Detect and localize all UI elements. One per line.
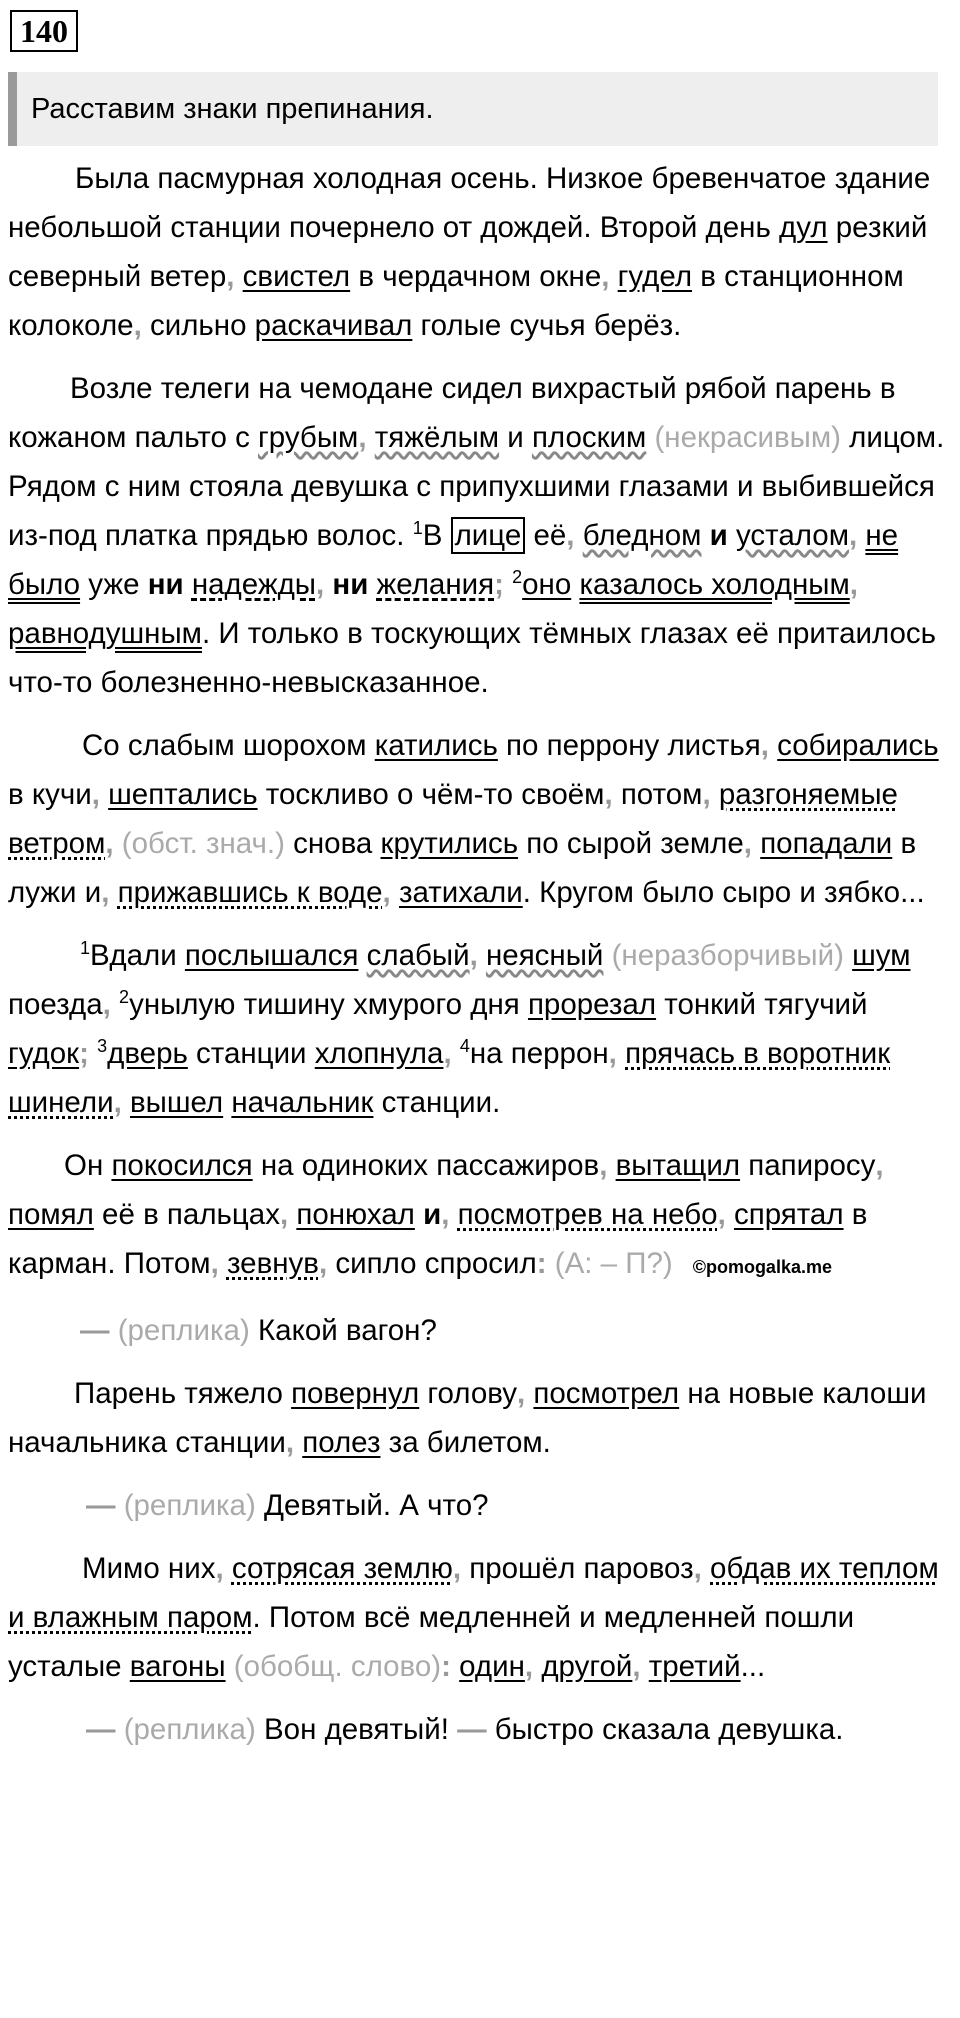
- dash: —: [80, 1314, 110, 1347]
- predicate: крутились: [380, 827, 519, 860]
- text: [702, 1552, 710, 1585]
- subject: шум: [852, 939, 911, 972]
- dash: —: [86, 1713, 116, 1746]
- punct-mark: ,: [632, 1650, 641, 1683]
- punct-mark: ,: [226, 260, 235, 293]
- text-body: [8, 154, 950, 1754]
- punct-mark: ,: [105, 827, 114, 860]
- predicate: свистел: [242, 260, 351, 293]
- text: [478, 939, 486, 972]
- text: [844, 939, 852, 972]
- text: голову: [419, 1377, 518, 1410]
- text: [122, 1086, 130, 1119]
- subject: другой: [541, 1650, 633, 1683]
- paragraph-4: [8, 931, 950, 1127]
- text: на одиноких пассажиров: [252, 1149, 600, 1182]
- text: резкий северный ветер: [8, 211, 928, 293]
- watermark: ©pomogalka.me: [692, 1257, 832, 1277]
- punct-mark: ,: [566, 519, 575, 552]
- text: сипло спросил: [327, 1247, 537, 1280]
- punct-mark: ,: [693, 1552, 702, 1585]
- text: [415, 1198, 423, 1231]
- text: папиросу: [740, 1149, 876, 1182]
- text: тоскливо о чём-то своём: [257, 778, 605, 811]
- punct-mark: ,: [91, 778, 100, 811]
- subject: гудок: [8, 1037, 80, 1070]
- punct-mark: ,: [315, 568, 325, 601]
- punct-mark: :: [536, 1247, 547, 1280]
- predicate: полез: [302, 1426, 381, 1459]
- text: [574, 519, 582, 552]
- punct-mark: ,: [517, 1377, 526, 1410]
- predicate: собирались: [777, 729, 939, 762]
- text: быстро сказала девушка.: [486, 1713, 844, 1746]
- text: Парень тяжело: [74, 1377, 292, 1410]
- text: [391, 876, 399, 909]
- punct-mark: ,: [848, 519, 858, 552]
- punct-mark: ,: [210, 1247, 219, 1280]
- text: [368, 568, 376, 601]
- text: Была пасмурная холодная осень. Низкое бревенчатое здание небольшой станции почернело от дождей. Второй день: [8, 162, 931, 244]
- punct-mark: ,: [875, 1149, 884, 1182]
- section-header: [8, 72, 938, 146]
- header-text: Расставим знаки препинания.: [31, 92, 434, 125]
- subject: начальник: [231, 1086, 374, 1119]
- text: прошёл паровоз: [461, 1552, 694, 1585]
- text: [109, 876, 117, 909]
- predicate: затихали: [398, 876, 523, 909]
- text: [226, 1650, 234, 1683]
- attribute: усталом: [735, 519, 849, 552]
- text: [184, 568, 192, 601]
- text: Мимо них: [82, 1552, 216, 1585]
- predicate: казалось холодным: [579, 568, 850, 601]
- predicate: равнодушным: [8, 617, 202, 650]
- text: ...: [740, 1650, 766, 1683]
- predicate: дул: [779, 211, 828, 244]
- punct-mark: ;: [494, 568, 504, 601]
- sentence-index: 1: [80, 938, 91, 959]
- text: [219, 1247, 227, 1280]
- text: в карман. Потом: [8, 1198, 868, 1280]
- text: [547, 1247, 555, 1280]
- predicate: хлопнула: [314, 1037, 444, 1070]
- text: Девятый. А что?: [255, 1489, 489, 1522]
- text: сильно: [141, 309, 255, 342]
- punct-mark: ,: [608, 1037, 617, 1070]
- punct-mark: ,: [743, 827, 752, 860]
- text: на новые калоши начальника станции: [8, 1377, 927, 1459]
- predicate: понюхал: [296, 1198, 415, 1231]
- text: за билетом.: [380, 1426, 551, 1459]
- attribute: плоским: [531, 421, 647, 454]
- predicate: послышался: [184, 939, 359, 972]
- punct-mark: ,: [441, 1198, 450, 1231]
- text: в лужи и: [8, 827, 917, 909]
- text: [752, 827, 760, 860]
- text: [711, 778, 719, 811]
- text: её в пальцах: [93, 1198, 280, 1231]
- sentence-index: 2: [119, 987, 130, 1008]
- punct-mark: ,: [469, 939, 478, 972]
- text: голые сучья берёз.: [412, 309, 682, 342]
- predicate: раскачивал: [254, 309, 413, 342]
- text: [603, 939, 611, 972]
- text: [701, 519, 709, 552]
- punct-mark: ,: [599, 1149, 608, 1182]
- text: станции.: [373, 1086, 501, 1119]
- text: Со слабым шорохом: [82, 729, 375, 762]
- sentence-index: 1: [412, 518, 423, 539]
- paragraph-8: [8, 1481, 950, 1530]
- punct-mark: ,: [215, 1552, 224, 1585]
- text: [89, 1037, 97, 1070]
- punct-mark: ;: [79, 1037, 89, 1070]
- conjunction: и: [709, 519, 728, 552]
- text: поезда: [8, 988, 103, 1021]
- paragraph-10: [8, 1705, 950, 1754]
- punct-mark: ,: [604, 778, 613, 811]
- text: унылую тишину хмурого дня: [129, 988, 528, 1021]
- punct-mark: ,: [101, 876, 110, 909]
- punct-mark: ,: [849, 568, 858, 601]
- subject: вагоны: [129, 1650, 226, 1683]
- paragraph-1: [8, 154, 950, 350]
- text: [769, 729, 777, 762]
- text: [451, 1650, 459, 1683]
- predicate: помял: [8, 1198, 94, 1231]
- punct-mark: ,: [524, 1650, 534, 1683]
- text: [617, 1037, 625, 1070]
- object: надежды: [191, 568, 316, 601]
- punct-mark: ,: [452, 1552, 462, 1585]
- punct-mark: ,: [285, 1426, 295, 1459]
- grey-note: (А: – П?): [554, 1247, 673, 1280]
- punct-mark: ,: [760, 729, 769, 762]
- conjunction: ни: [147, 568, 184, 601]
- paragraph-6: [8, 1306, 950, 1355]
- attribute: тяжёлым: [374, 421, 500, 454]
- text: [452, 1037, 460, 1070]
- adverbial-phrase: сотрясая землю: [231, 1552, 453, 1585]
- subject: дверь: [107, 1037, 188, 1070]
- text: лицом. Рядом с ним стояла девушка с припухшими глазами и выбившейся из-под платка прядью волос.: [8, 421, 945, 552]
- text: . И только в тоскующих тёмных глазах её притаилось что-то болезненно-невысказанное.: [8, 617, 937, 699]
- grey-note: (реплика): [109, 1314, 250, 1347]
- text: её: [525, 519, 567, 552]
- predicate: не было: [8, 519, 899, 601]
- grey-note: (неразборчивый): [611, 939, 844, 972]
- paragraph-2: [8, 364, 950, 707]
- text: [726, 1198, 734, 1231]
- text: [449, 1198, 457, 1231]
- text: по сырой земле: [518, 827, 744, 860]
- text: [641, 1650, 649, 1683]
- text: тонкий тягучий: [656, 988, 868, 1021]
- text: Какой вагон?: [249, 1314, 437, 1347]
- text: В: [422, 519, 451, 552]
- text: уже: [80, 568, 148, 601]
- predicate: вытащил: [615, 1149, 741, 1182]
- predicate: спрятал: [733, 1198, 844, 1231]
- conjunction: ни: [332, 568, 369, 601]
- dash: —: [457, 1713, 487, 1746]
- text: в станционном колоколе: [8, 260, 904, 342]
- text: [358, 939, 366, 972]
- text: [728, 519, 736, 552]
- sentence-index: 4: [459, 1036, 470, 1057]
- adverbial-phrase: зевнув: [226, 1247, 319, 1280]
- punct-mark: ,: [443, 1037, 452, 1070]
- text: станции: [187, 1037, 315, 1070]
- text: потом: [612, 778, 703, 811]
- text: [224, 1552, 232, 1585]
- punct-mark: ,: [113, 1086, 122, 1119]
- sentence-index: 2: [512, 567, 523, 588]
- grey-note: (некрасивым): [654, 421, 841, 454]
- adverbial-phrase: прижавшись к воде: [117, 876, 383, 909]
- grey-note: (обст. знач.): [121, 827, 285, 860]
- text: в чердачном окне: [350, 260, 602, 293]
- text: и: [499, 421, 532, 454]
- adverbial-phrase: посмотрев на небо: [457, 1198, 718, 1231]
- text: в кучи: [8, 778, 92, 811]
- text: [609, 260, 617, 293]
- punct-mark: ,: [702, 778, 711, 811]
- text: по перрону листья: [497, 729, 761, 762]
- punct-mark: ,: [102, 988, 111, 1021]
- attribute: неясный: [486, 939, 604, 972]
- subject: третий: [648, 1650, 741, 1683]
- subject: один: [459, 1650, 525, 1683]
- paragraph-9: [8, 1544, 950, 1691]
- text: [367, 421, 375, 454]
- text: [294, 1426, 302, 1459]
- grey-note: (реплика): [115, 1489, 256, 1522]
- text: Он: [64, 1149, 112, 1182]
- text: . Потом всё медленней и медленней пошли усталые: [8, 1601, 855, 1683]
- predicate: шептались: [108, 778, 258, 811]
- boxed-word: лице: [451, 517, 526, 554]
- text: . Кругом было сыро и зябко...: [522, 876, 925, 909]
- paragraph-7: [8, 1369, 950, 1467]
- task-number: 140: [10, 10, 78, 52]
- predicate: вышел: [129, 1086, 224, 1119]
- punct-mark: ,: [133, 309, 142, 342]
- object: желания: [376, 568, 495, 601]
- paragraph-3: [8, 721, 950, 917]
- adverbial-phrase: обдав их теплом и влажным паром: [8, 1552, 939, 1634]
- punct-mark: ,: [382, 876, 391, 909]
- attribute: бледном: [582, 519, 702, 552]
- attribute: слабый: [366, 939, 470, 972]
- punct-mark: ,: [358, 421, 367, 454]
- predicate: прорезал: [527, 988, 657, 1021]
- text: [607, 1149, 615, 1182]
- text: [100, 778, 108, 811]
- grey-note: (реплика): [115, 1713, 256, 1746]
- subject: оно: [522, 568, 572, 601]
- participial-phrase: разгоняемые ветром: [8, 778, 898, 860]
- attribute: грубым: [258, 421, 359, 454]
- text: на перрон: [469, 1037, 609, 1070]
- predicate: гудел: [617, 260, 693, 293]
- predicate: повернул: [291, 1377, 420, 1410]
- predicate: покосился: [111, 1149, 253, 1182]
- text: Вдали: [90, 939, 185, 972]
- text: снова: [284, 827, 381, 860]
- predicate: попадали: [760, 827, 893, 860]
- text: [114, 827, 122, 860]
- dash: —: [86, 1489, 116, 1522]
- paragraph-5: [8, 1141, 950, 1292]
- text: Вон девятый!: [255, 1713, 458, 1746]
- punct-mark: ,: [318, 1247, 328, 1280]
- adverbial-phrase: прячась в воротник шинели: [8, 1037, 891, 1119]
- punct-mark: ,: [717, 1198, 726, 1231]
- text: [504, 568, 512, 601]
- predicate: катились: [374, 729, 498, 762]
- sentence-index: 3: [97, 1036, 108, 1057]
- predicate: посмотрел: [533, 1377, 680, 1410]
- punct-mark: ,: [601, 260, 610, 293]
- grey-note: (обобщ. слово): [233, 1650, 442, 1683]
- text: [234, 260, 242, 293]
- punct-mark: ,: [279, 1198, 289, 1231]
- conjunction: и: [423, 1198, 442, 1231]
- text: [111, 988, 119, 1021]
- text: Возле телеги на чемодане сидел вихрастый рябой парень в кожаном пальто с: [8, 372, 896, 454]
- punct-mark: :: [441, 1650, 451, 1683]
